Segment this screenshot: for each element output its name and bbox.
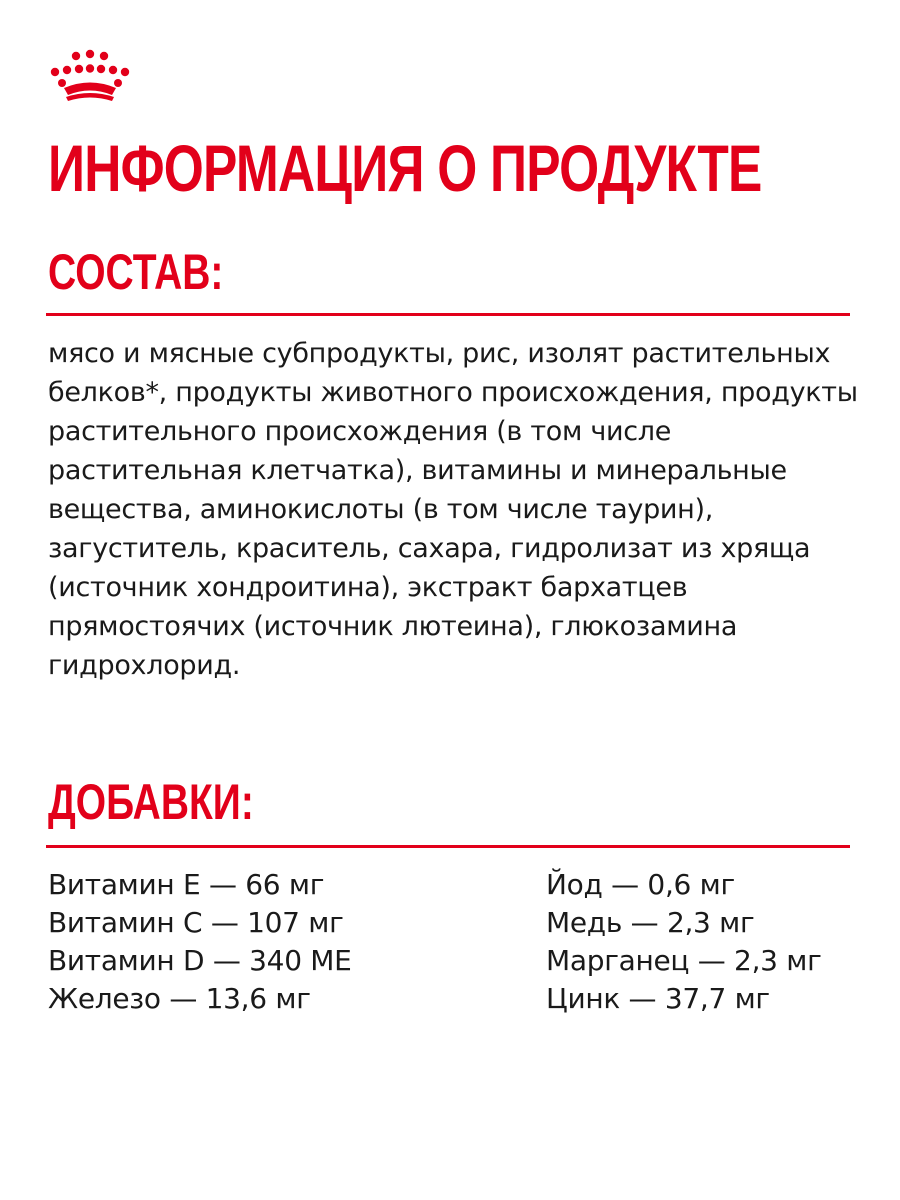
additive-item: Витамин D — 340 МЕ <box>48 944 352 977</box>
additive-item: Йод — 0,6 мг <box>546 868 735 901</box>
composition-divider <box>46 313 850 316</box>
crown-icon <box>46 48 134 102</box>
additive-item: Витамин Е — 66 мг <box>48 868 325 901</box>
additives-left-list <box>48 866 352 1018</box>
additive-item: Цинк — 37,7 мг <box>546 982 770 1015</box>
additive-item: Витамин С — 107 мг <box>48 906 344 939</box>
additive-item: Железо — 13,6 мг <box>48 982 311 1015</box>
additive-item: Медь — 2,3 мг <box>546 906 755 939</box>
additives-right-list <box>546 866 822 1018</box>
additives-divider <box>46 845 850 848</box>
composition-text: мясо и мясные субпродукты, рис, изолят растительных белков*, продукты животного происхождения, продукты растительного происхождения (в том числе растительная клетчатка), витамины и минеральные вещества, аминокислоты (в том числе таурин), загуститель, краситель, сахара, гидролизат из хряща (источник хондроитина), экстракт бархатцев прямостоячих (источник лютеина), глюкозамина гидрохлорид. <box>48 338 858 681</box>
additives-heading: ДОБАВКИ: <box>48 774 254 830</box>
additive-item: Марганец — 2,3 мг <box>546 944 822 977</box>
page-title: ИНФОРМАЦИЯ О ПРОДУКТЕ <box>48 131 762 205</box>
composition-heading: СОСТАВ: <box>48 244 224 300</box>
